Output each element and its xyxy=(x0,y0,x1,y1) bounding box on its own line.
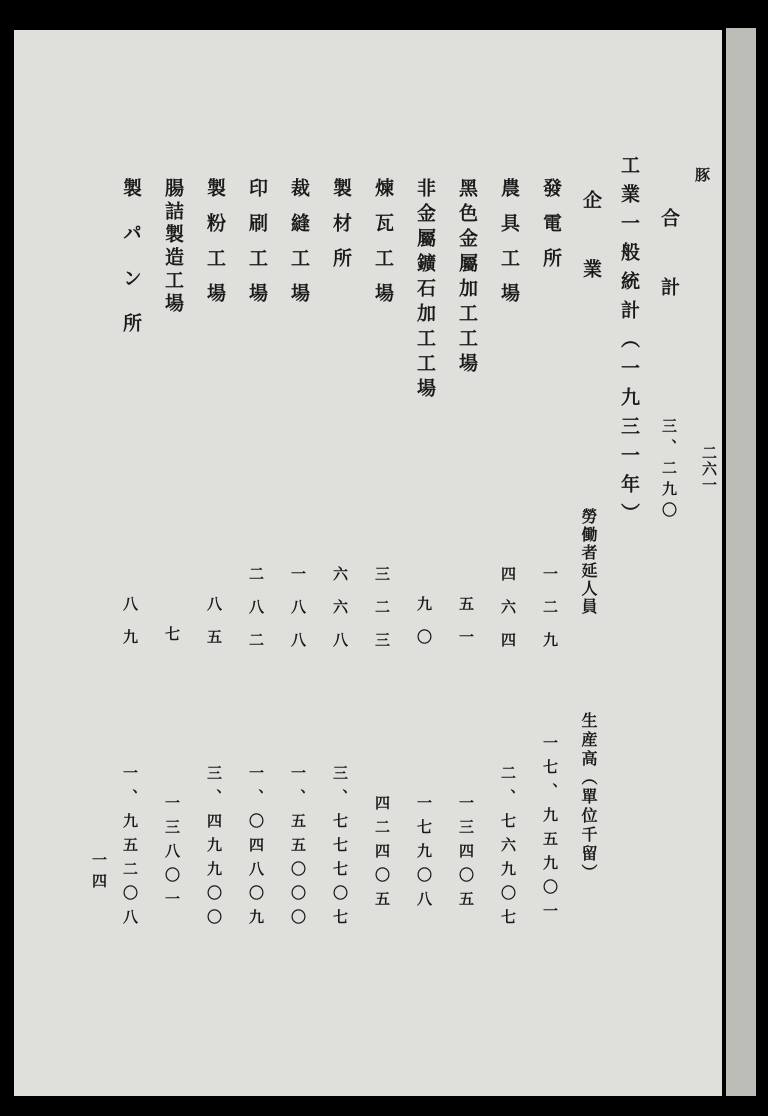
row-11-output: 一、九五二〇八 xyxy=(121,765,139,933)
row-7-output: 一、五五〇〇〇 xyxy=(289,765,307,933)
row-8-enterprise: 印刷工場 xyxy=(246,178,268,318)
row-6-workers: 六六八 xyxy=(331,566,349,665)
page-number-bottom: 一四 xyxy=(90,852,108,894)
row-2-output: 二、七六九〇七 xyxy=(499,765,517,933)
row-1-output: 一七、九五九〇一 xyxy=(541,735,559,927)
corner-mark: 豚 xyxy=(693,167,711,182)
row-8-workers: 二八二 xyxy=(247,566,265,665)
section-title: 工業一般統計（一九三一年） xyxy=(618,155,640,532)
total-label: 合計 xyxy=(658,208,680,346)
row-6-enterprise: 製材所 xyxy=(330,178,352,283)
row-6-output: 三、七七七〇七 xyxy=(331,765,349,933)
header-workers: 勞働者延人員 xyxy=(579,508,598,616)
row-3-enterprise: 黑色金屬加工工場 xyxy=(456,178,478,378)
header-output: 生産高（單位千留） xyxy=(579,712,598,883)
row-7-enterprise: 裁縫工場 xyxy=(288,178,310,318)
row-4-enterprise: 非金屬鑛石加工工場 xyxy=(414,178,436,403)
row-2-workers: 四六四 xyxy=(499,566,517,665)
row-5-workers: 三二三 xyxy=(373,566,391,665)
next-page-edge xyxy=(726,28,756,1096)
row-4-workers: 九〇 xyxy=(415,596,433,662)
total-value: 三、二九〇 xyxy=(660,418,678,523)
header-enterprise: 企業 xyxy=(580,190,602,328)
row-2-enterprise: 農具工場 xyxy=(498,178,520,318)
row-7-workers: 一八八 xyxy=(289,566,307,665)
row-9-output: 三、四九九〇〇 xyxy=(205,765,223,933)
page-number-top: 二六一 xyxy=(700,445,718,493)
row-9-workers: 八五 xyxy=(205,596,223,662)
row-5-output: 四二四〇五 xyxy=(373,795,391,915)
row-1-enterprise: 發電所 xyxy=(540,178,562,283)
row-11-enterprise: 製パン所 xyxy=(120,178,142,358)
row-10-output: 一三八〇一 xyxy=(163,795,181,915)
row-10-workers: 七 xyxy=(163,626,181,659)
row-5-enterprise: 煉瓦工場 xyxy=(372,178,394,318)
row-8-output: 一、〇四八〇九 xyxy=(247,765,265,933)
row-3-workers: 五一 xyxy=(457,596,475,662)
row-3-output: 一三四〇五 xyxy=(457,795,475,915)
row-9-enterprise: 製粉工場 xyxy=(204,178,226,318)
row-4-output: 一七九〇八 xyxy=(415,795,433,915)
row-10-enterprise: 腸詰製造工場 xyxy=(162,178,184,316)
row-1-workers: 一二九 xyxy=(541,566,559,665)
row-11-workers: 八九 xyxy=(121,596,139,662)
